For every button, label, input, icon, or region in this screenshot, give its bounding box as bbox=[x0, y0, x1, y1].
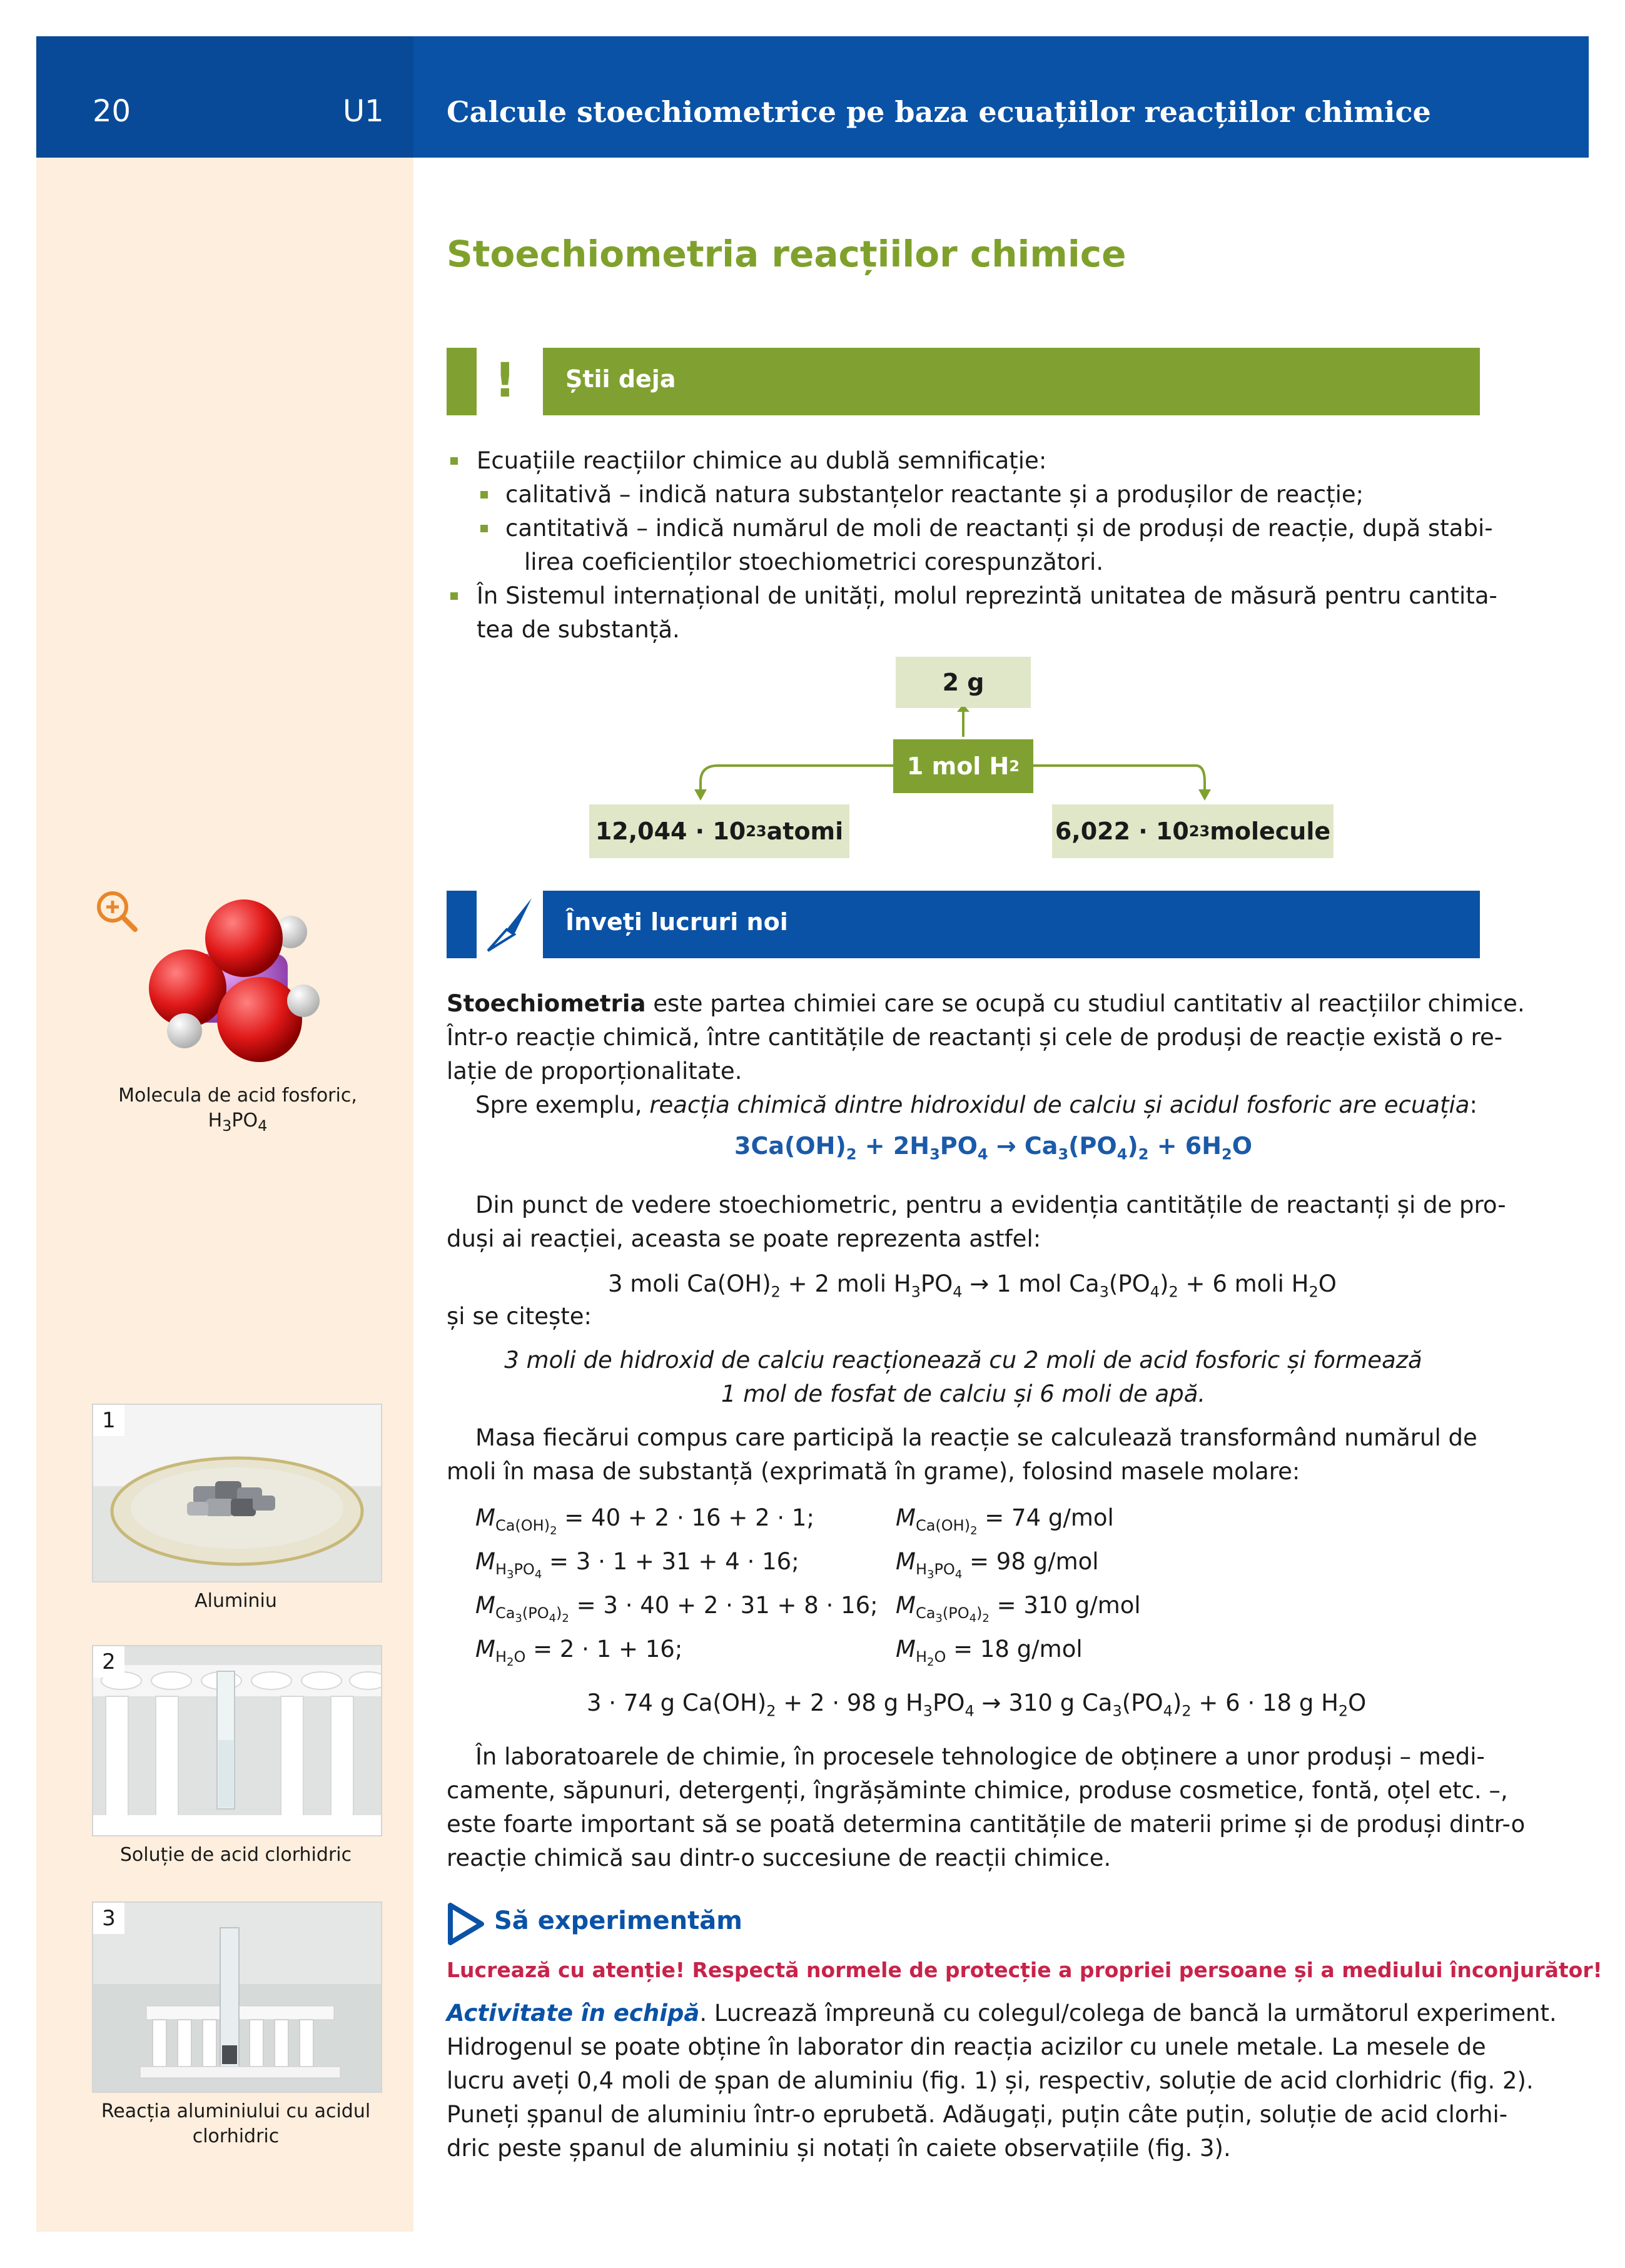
diagram-atoms-box: 12,044 · 10 23 atomi bbox=[589, 804, 849, 858]
main-reaction-equation: $3Ca(OH)_2 + 2H_3PO_4 \to Ca_3(PO_4)_2 + 6H_2O$ bbox=[734, 1132, 1253, 1163]
molar-mass-h2o-result: $M_{H_2O} = 18$ g/mol bbox=[896, 1636, 1083, 1669]
molecule-caption: Molecula de acid fosforic, $H_3PO_4$ bbox=[118, 1085, 357, 1135]
molar-mass-h3po4-result: $M_{H_3PO_4} = 98$ g/mol bbox=[896, 1548, 1099, 1582]
experiment-title: Să experimentăm bbox=[494, 1906, 742, 1935]
molar-mass-ca3po42-result: $M_{Ca_3(PO_4)_2} = 310$ g/mol bbox=[896, 1592, 1141, 1626]
figure-1-aluminum-photo bbox=[92, 1404, 382, 1582]
mass-equation: 3 · 74 g $Ca(OH)_2 + 2 \cdot 98$ g $H_3PO_4 \to 310$ g $Ca_3(PO_4)_2 + 6 \cdot 18$ g $H_2O$ bbox=[587, 1689, 1367, 1720]
stii-deja-bullet-1: Ecuațiile reacțiilor chimice au dublă semnificație: bbox=[477, 447, 1047, 474]
safety-warning: Lucrează cu atenție! Respectă normele de protecție a propriei persoane și a mediului înconjurător! bbox=[447, 1958, 1602, 1982]
diagram-center-box: 1 mol H 2 bbox=[893, 739, 1033, 793]
reading-line-1: 3 moli de hidroxid de calciu reacționează cu 2 moli de acid fosforic și formează bbox=[504, 1347, 1422, 1374]
experiment-line-1: Activitate în echipă. Lucrează împreună cu colegul/colega de bancă la următorul experiment. bbox=[447, 2000, 1557, 2027]
paragraph-5-line-3: este foarte important să se poată determina cantitățile de materii prime și de produși dintr-o bbox=[447, 1811, 1526, 1838]
play-triangle-icon bbox=[447, 1901, 485, 1947]
bullet-marker bbox=[450, 457, 458, 465]
molar-mass-h2o-calc: $M_{H_2O} = 2 \cdot 1 + 16$; bbox=[475, 1636, 683, 1669]
stii-deja-bullet-2b: tea de substanță. bbox=[477, 616, 680, 643]
inveti-accent bbox=[447, 891, 477, 958]
figure-3-caption: Reacția aluminiului cu acidul clorhidric bbox=[101, 2100, 371, 2147]
paragraph-1-line-2: Într-o reacție chimică, între cantitățile de reactanți și cele de produși de reacție există o re- bbox=[447, 1024, 1503, 1051]
phosphoric-acid-molecule-image bbox=[141, 888, 335, 1076]
paragraph-5-line-2: camente, săpunuri, detergenți, îngrășăminte chimice, produse cosmetice, fontă, oțel etc. –, bbox=[447, 1777, 1508, 1804]
paragraph-4-line-1: Masa fiecărui compus care participă la reacție se calculează transformând numărul de bbox=[475, 1424, 1477, 1451]
stii-deja-sub-1: calitativă – indică natura substanțelor reactante și a produșilor de reacție; bbox=[505, 481, 1364, 508]
stii-deja-accent bbox=[447, 348, 477, 415]
se-citeste: și se citește: bbox=[447, 1303, 592, 1330]
stii-deja-label: Știi deja bbox=[565, 365, 676, 393]
page-number: 20 bbox=[93, 94, 131, 129]
diagram-molecules-box: 6,022 · 10 23 molecule bbox=[1052, 804, 1334, 858]
molar-mass-caoh2-result: $M_{Ca(OH)_2} = 74$ g/mol bbox=[896, 1504, 1114, 1538]
paragraph-3-line-1: Din punct de vedere stoechiometric, pentru a evidenția cantitățile de reactanți și de pro- bbox=[475, 1192, 1506, 1218]
header-title: Calcule stoechiometrice pe baza ecuațiilor reacțiilor chimice bbox=[447, 95, 1431, 129]
unit-label: U1 bbox=[343, 94, 384, 129]
compass-icon bbox=[482, 893, 538, 956]
stoichiometric-moles-equation: 3 moli $Ca(OH)_2 + 2$ moli $H_3PO_4 \to 1$ mol $Ca_3(PO_4)_2 + 6$ moli $H_2O$ bbox=[608, 1270, 1337, 1301]
diagram-mass-box: 2 g bbox=[896, 657, 1031, 708]
inveti-label: Înveți lucruri noi bbox=[565, 908, 788, 936]
figure-1-number: 1 bbox=[93, 1405, 124, 1436]
figure-1-caption: Aluminiu bbox=[195, 1590, 277, 1612]
molar-mass-caoh2-calc: $M_{Ca(OH)_2} = 40 + 2 \cdot 16 + 2 \cdot 1$; bbox=[475, 1504, 814, 1538]
paragraph-2: Spre exemplu, reacția chimică dintre hidroxidul de calciu și acidul fosforic are ecuația: bbox=[475, 1091, 1477, 1118]
figure-2-caption: Soluție de acid clorhidric bbox=[119, 1844, 352, 1866]
figure-2-number: 2 bbox=[93, 1646, 124, 1678]
paragraph-1-line-1: Stoechiometria este partea chimiei care se ocupă cu studiul cantitativ al reacțiilor chimice. bbox=[447, 990, 1525, 1017]
bullet-marker bbox=[480, 525, 488, 532]
reading-line-2: 1 mol de fosfat de calciu și 6 moli de apă. bbox=[721, 1380, 1206, 1407]
zoom-icon[interactable] bbox=[94, 888, 139, 933]
molar-mass-h3po4-calc: $M_{H_3PO_4} = 3 \cdot 1 + 31 + 4 \cdot 16$; bbox=[475, 1548, 799, 1582]
stii-deja-bullet-2a: În Sistemul internațional de unități, molul reprezintă unitatea de măsură pentru cantita- bbox=[477, 582, 1497, 609]
bullet-marker bbox=[480, 491, 488, 499]
paragraph-4-line-2: moli în masa de substanță (exprimată în grame), folosind masele molare: bbox=[447, 1458, 1300, 1485]
stii-deja-sub-2b: lirea coeficienților stoechiometrici corespunzători. bbox=[524, 549, 1104, 575]
paragraph-1-line-3: lație de proporționalitate. bbox=[447, 1058, 742, 1085]
section-title: Stoechiometria reacțiilor chimice bbox=[447, 233, 1126, 275]
paragraph-5-line-1: În laboratoarele de chimie, în procesele tehnologice de obținere a unor produși – medi- bbox=[475, 1743, 1485, 1770]
exclamation-icon: ! bbox=[494, 352, 516, 408]
figure-2-hcl-solution-photo bbox=[92, 1645, 382, 1836]
experiment-line-4: Puneți șpanul de aluminiu într-o eprubetă. Adăugați, puțin câte puțin, soluție de acid clorhi- bbox=[447, 2101, 1508, 2128]
paragraph-5-line-4: reacție chimică sau dintr-o succesiune de reacții chimice. bbox=[447, 1845, 1111, 1871]
experiment-line-3: lucru aveți 0,4 moli de șpan de aluminiu (fig. 1) și, respectiv, soluție de acid clorhidric (fig. 2). bbox=[447, 2067, 1534, 2094]
bullet-marker bbox=[450, 592, 458, 600]
figure-3-number: 3 bbox=[93, 1903, 124, 1934]
figure-3-reaction-photo bbox=[92, 1901, 382, 2093]
paragraph-3-line-2: duși ai reacției, aceasta se poate reprezenta astfel: bbox=[447, 1225, 1041, 1252]
experiment-line-5: dric peste șpanul de aluminiu și notați în caiete observațiile (fig. 3). bbox=[447, 2135, 1231, 2162]
stii-deja-sub-2a: cantitativă – indică numărul de moli de reactanți și de produși de reacție, după stabi- bbox=[505, 515, 1493, 542]
stii-deja-banner bbox=[543, 348, 1480, 415]
molar-mass-ca3po42-calc: $M_{Ca_3(PO_4)_2} = 3 \cdot 40 + 2 \cdot 31 + 8 \cdot 16$; bbox=[475, 1592, 878, 1626]
experiment-line-2: Hidrogenul se poate obține în laborator din reacția acizilor cu unele metale. La mesele de bbox=[447, 2033, 1486, 2060]
